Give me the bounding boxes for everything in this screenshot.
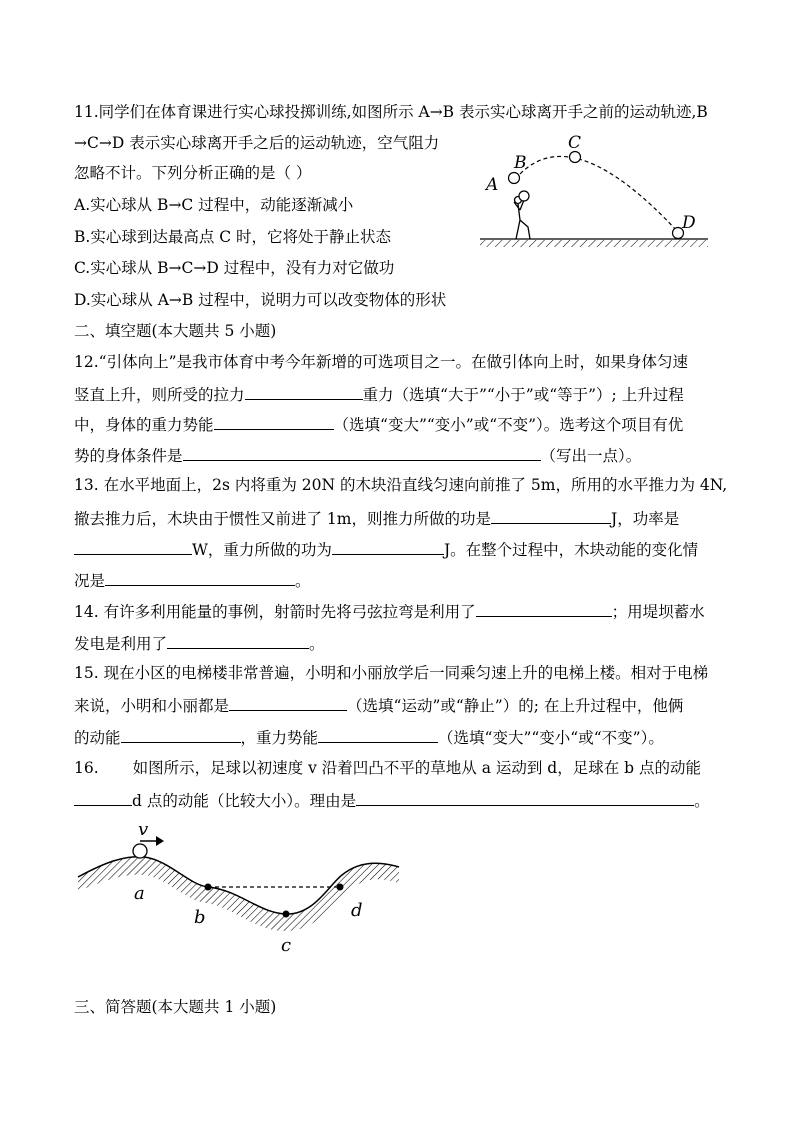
q11-line-1: 11.同学们在体育课进行实心球投掷训练,如图所示 A→B 表示实心球离开手之前的运动轨迹,B — [74, 103, 708, 121]
q15-text-2a: 来说，小明和小丽都是 — [74, 697, 230, 715]
q14-text-1b: ；用堤坝蓄水 — [611, 603, 705, 621]
ball-a — [519, 191, 529, 201]
q13-line-4 — [74, 569, 311, 591]
q13-blank-energy-change[interactable] — [105, 569, 295, 586]
q13-line-1: 13. 在水平地面上，2s 内将重为 20N 的木块沿直线匀速向前推了 5m，所用的水平推力为 4N, — [74, 476, 728, 494]
q12-blank-1[interactable] — [245, 383, 363, 400]
q14-blank-1[interactable] — [476, 600, 612, 617]
q12-line-1: 12.“引体向上”是我市体育中考今年新增的可选项目之一。在做引体向上时，如果身体匀速 — [74, 353, 689, 371]
trajectory-dashed — [520, 156, 678, 232]
q12-line-2 — [74, 383, 684, 405]
q15-line-2 — [74, 694, 683, 716]
q16-text-2a: d 点的动能（比较大小）。理由是 — [132, 792, 357, 810]
label-d-point: d — [351, 900, 363, 921]
point-b — [205, 884, 212, 891]
q12-text-4b: （写出一点）。 — [540, 447, 642, 465]
q15-blank-2[interactable] — [121, 726, 241, 743]
q13-text-3a: W，重力所做的功为 — [192, 541, 332, 559]
q14-text-2a: 发电是利用了 — [74, 635, 168, 653]
q15-line-1: 15. 现在小区的电梯楼非常普遍，小明和小丽放学后一同乘匀速上升的电梯上楼。相对于电梯 — [74, 664, 709, 682]
q16-line-1 — [74, 758, 701, 778]
q11-line-3: 忽略不计。下列分析正确的是（ ） — [74, 164, 312, 182]
q11-ground-hatch — [480, 240, 708, 247]
q11-option-d: D.实心球从 A→B 过程中，说明力可以改变物体的形状 — [74, 291, 447, 309]
q16-text-1b: 如图所示，足球以初速度 v 沿着凹凸不平的草地从 a 运动到 d，足球在 b 点的动能 — [132, 759, 701, 777]
q14-blank-2[interactable] — [167, 632, 309, 649]
label-b: B — [514, 153, 527, 173]
q15-text-3c: （选填“变大”“变小“或“不变”）。 — [438, 729, 664, 747]
q12-text-3a: 中，身体的重力势能 — [74, 416, 214, 434]
q13-blank-work[interactable] — [491, 507, 611, 524]
q14-text-1a: 14. 有许多利用能量的事例，射箭时先将弓弦拉弯是利用了 — [74, 603, 476, 621]
section-2-title: 二、填空题(本大题共 5 小题) — [74, 322, 277, 340]
q11-option-c: C.实心球从 B→C→D 过程中，没有力对它做功 — [74, 259, 395, 277]
label-d: D — [682, 213, 696, 233]
velocity-arrowhead — [156, 836, 164, 846]
q14-line-2 — [74, 632, 325, 654]
q16-line-2 — [74, 789, 710, 811]
q13-blank-power[interactable] — [74, 538, 192, 555]
q14-text-2b: 。 — [309, 635, 325, 653]
point-c — [283, 911, 290, 918]
q15-line-3 — [74, 726, 664, 748]
q12-text-2b: 重力（选填“大于”“小于”或“等于”）; 上升过程 — [362, 386, 684, 404]
q13-line-2 — [74, 507, 679, 529]
q16-blank-1[interactable] — [74, 789, 132, 806]
label-v: v — [138, 819, 149, 840]
football — [133, 844, 147, 858]
q14-line-1 — [74, 600, 705, 622]
thrower-figure — [514, 197, 530, 240]
q16-blank-2[interactable] — [356, 789, 694, 806]
q13-text-4a: 况是 — [74, 572, 106, 590]
label-a: A — [486, 175, 499, 195]
q11-figure — [476, 130, 716, 255]
q12-line-3 — [74, 413, 683, 435]
q12-text-3b: （选填“变大”“变小”或“不变”）。选考这个项目有优 — [333, 416, 684, 434]
q13-line-3 — [74, 538, 698, 560]
q11-line-2: →C→D 表示实心球离开手之后的运动轨迹，空气阻力 — [74, 134, 440, 152]
q12-blank-2[interactable] — [214, 413, 334, 430]
label-c-point: c — [281, 935, 292, 956]
q13-text-4b: 。 — [295, 572, 311, 590]
q12-blank-3[interactable] — [183, 444, 541, 461]
q15-blank-3[interactable] — [318, 726, 438, 743]
label-b-point: b — [194, 907, 206, 928]
q13-text-3b: J。在整个过程中，木块动能的变化情 — [443, 541, 699, 559]
point-d — [337, 884, 344, 891]
q15-text-3a: 的动能 — [74, 729, 121, 747]
q11-option-a: A.实心球从 B→C 过程中，动能逐渐减小 — [74, 196, 354, 214]
q15-text-2b: （选填“运动”或“静止”）的; 在上升过程中，他俩 — [347, 697, 684, 715]
q13-text-2a: 撤去推力后，木块由于惯性又前进了 1m，则推力所做的功是 — [74, 510, 491, 528]
q15-blank-1[interactable] — [229, 694, 347, 711]
q16-figure — [74, 815, 404, 960]
q16-text-2b: 。 — [694, 792, 710, 810]
q12-text-4a: 势的身体条件是 — [74, 447, 183, 465]
q13-blank-gravity-work[interactable] — [332, 538, 444, 555]
q13-text-2b: J，功率是 — [611, 510, 680, 528]
q12-text-2a: 竖直上升，则所受的拉力 — [74, 386, 245, 404]
label-c: C — [568, 133, 582, 153]
q11-option-b: B.实心球到达最高点 C 时，它将处于静止状态 — [74, 228, 392, 246]
label-a-point: a — [134, 883, 145, 904]
ball-c — [570, 152, 581, 163]
ball-b — [509, 173, 520, 184]
q12-line-4 — [74, 444, 641, 466]
q15-text-3b: ，重力势能 — [240, 729, 319, 747]
section-3-title: 三、简答题(本大题共 1 小题) — [74, 998, 277, 1016]
q16-number: 16. — [74, 759, 99, 777]
